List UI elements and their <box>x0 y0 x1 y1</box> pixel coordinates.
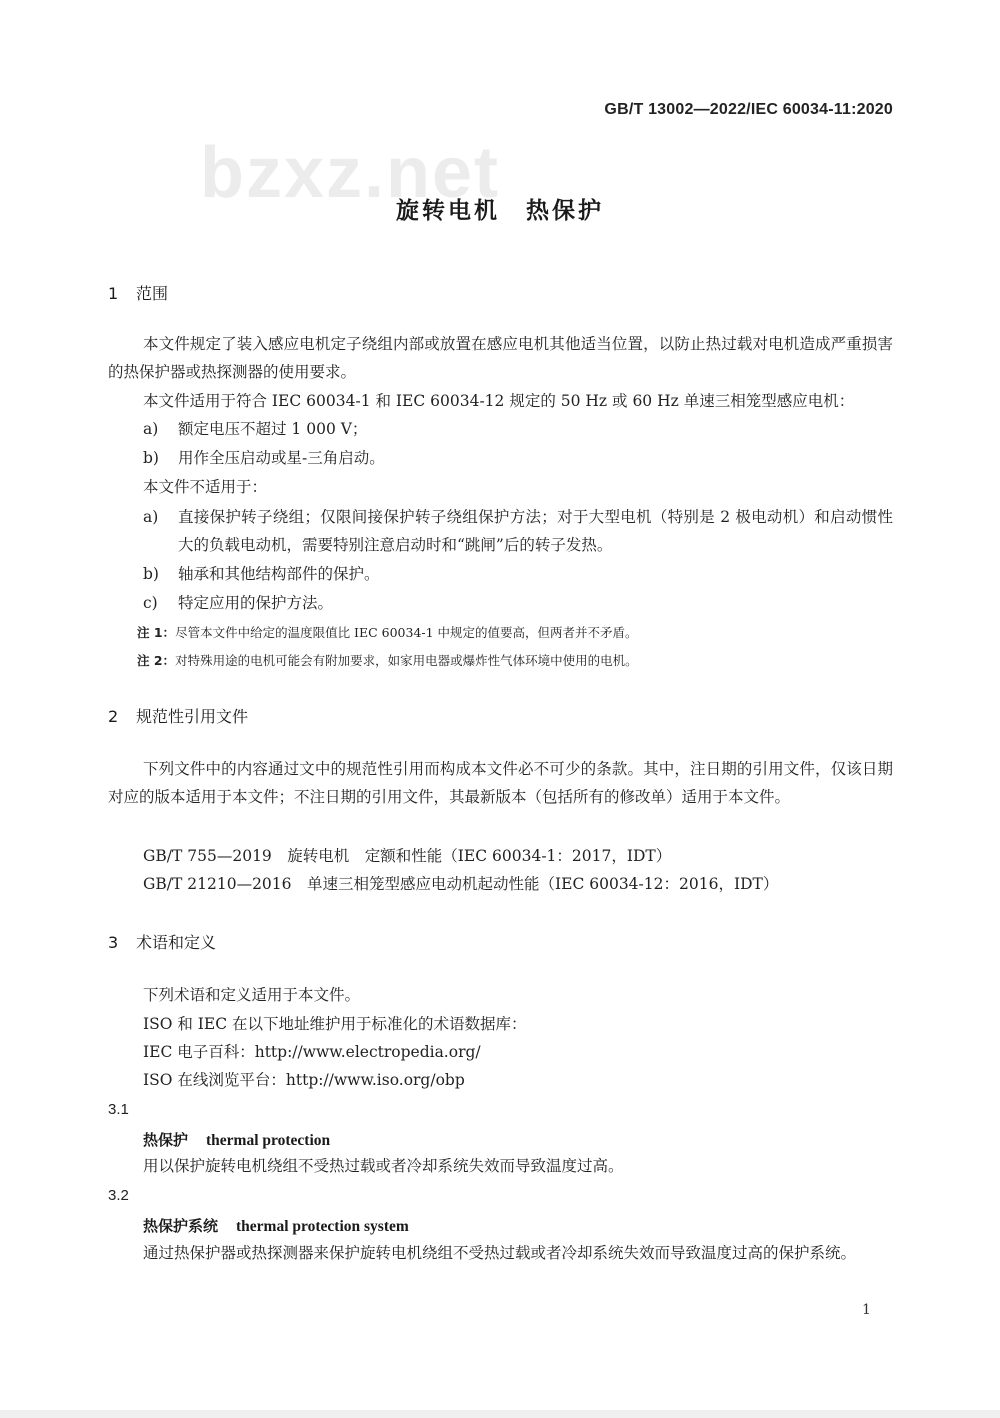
note <box>137 623 638 641</box>
term-number: 3.1 <box>108 1101 129 1118</box>
watermark: bzxz.net <box>200 133 501 213</box>
list-marker: b) <box>143 565 159 583</box>
note <box>137 651 638 669</box>
term-definition: 通过热保护器或热探测器来保护旋转电机绕组不受热过载或者冷却系统失效而导致温度过高的保护系统。 <box>143 1244 857 1262</box>
section-title: 规范性引用文件 <box>136 707 249 726</box>
note-text: 对特殊用途的电机可能会有附加要求，如家用电器或爆炸性气体环境中使用的电机。 <box>175 653 638 668</box>
list-marker: a) <box>143 420 159 438</box>
list-marker: b) <box>143 449 159 467</box>
term-definition: 用以保护旋转电机绕组不受热过载或者冷却系统失效而导致温度过高。 <box>143 1157 624 1175</box>
term-entry <box>143 1215 409 1236</box>
note-text: 尽管本文件中给定的温度限值比 IEC 60034-1 中规定的值要高，但两者并不矛盾。 <box>175 625 638 640</box>
note-label: 注 1： <box>137 625 176 640</box>
list-item-text: 额定电压不超过 1 000 V； <box>178 420 368 438</box>
section-number: 2 <box>108 707 119 726</box>
section-number: 1 <box>108 284 119 303</box>
paragraph: 下列文件中的内容通过文中的规范性引用而构成本文件必不可少的条款。其中，注日期的引用文件，仅该日期对应的版本适用于本文件；不注日期的引用文件，其最新版本（包括所有的修改单）适用于本文件。 <box>108 760 893 806</box>
section-3-heading <box>108 930 216 953</box>
list-item-text: 轴承和其他结构部件的保护。 <box>178 565 380 583</box>
list-item <box>143 444 159 472</box>
document-title: 旋转电机 热保护 <box>396 198 604 224</box>
list-item-text: 用作全压启动或星-三角启动。 <box>178 449 385 467</box>
paragraph: 本文件适用于符合 IEC 60034-1 和 IEC 60034-12 规定的 50 Hz 或 60 Hz 单速三相笼型感应电机： <box>143 392 855 410</box>
list-marker: a) <box>143 508 159 526</box>
page-bottom-edge <box>0 1410 1000 1418</box>
normative-reference: GB/T 755—2019 旋转电机 定额和性能（IEC 60034-1：2017，IDT） <box>143 847 672 865</box>
normative-reference: GB/T 21210—2016 单速三相笼型感应电动机起动性能（IEC 60034-12：2016，IDT） <box>143 875 779 893</box>
list-item <box>143 415 158 443</box>
section-2-heading <box>108 704 248 727</box>
term-zh: 热保护系统 <box>143 1217 219 1235</box>
list-item-text: 直接保护转子绕组；仅限间接保护转子绕组保护方法；对于大型电机（特别是 2 极电动机）和启动惯性大的负载电动机，需要特别注意启动时和“跳闸”后的转子发热。 <box>178 508 893 554</box>
section-1-heading <box>108 281 168 304</box>
page-number: 1 <box>862 1302 871 1318</box>
electropedia-link-text: IEC 电子百科：http://www.electropedia.org/ <box>143 1043 481 1061</box>
paragraph: 下列术语和定义适用于本文件。 <box>143 986 361 1004</box>
term-entry <box>143 1129 330 1150</box>
term-number: 3.2 <box>108 1187 129 1204</box>
note-label: 注 2： <box>137 653 176 668</box>
section-title: 范围 <box>136 284 169 303</box>
paragraph: 本文件不适用于： <box>143 478 268 496</box>
term-en: thermal protection system <box>236 1218 409 1235</box>
paragraph: ISO 和 IEC 在以下地址维护用于标准化的术语数据库： <box>143 1015 527 1033</box>
list-marker: c) <box>143 594 158 612</box>
term-en: thermal protection <box>206 1132 331 1149</box>
list-item-text: 特定应用的保护方法。 <box>178 594 334 612</box>
section-title: 术语和定义 <box>136 933 217 952</box>
iso-obp-link-text: ISO 在线浏览平台：http://www.iso.org/obp <box>143 1071 465 1089</box>
paragraph: 本文件规定了装入感应电机定子绕组内部或放置在感应电机其他适当位置，以防止热过载对电机造成严重损害的热保护器或热探测器的使用要求。 <box>108 335 893 381</box>
section-number: 3 <box>108 933 119 952</box>
term-zh: 热保护 <box>143 1131 189 1149</box>
standard-code: GB/T 13002—2022/IEC 60034-11:2020 <box>604 101 893 118</box>
